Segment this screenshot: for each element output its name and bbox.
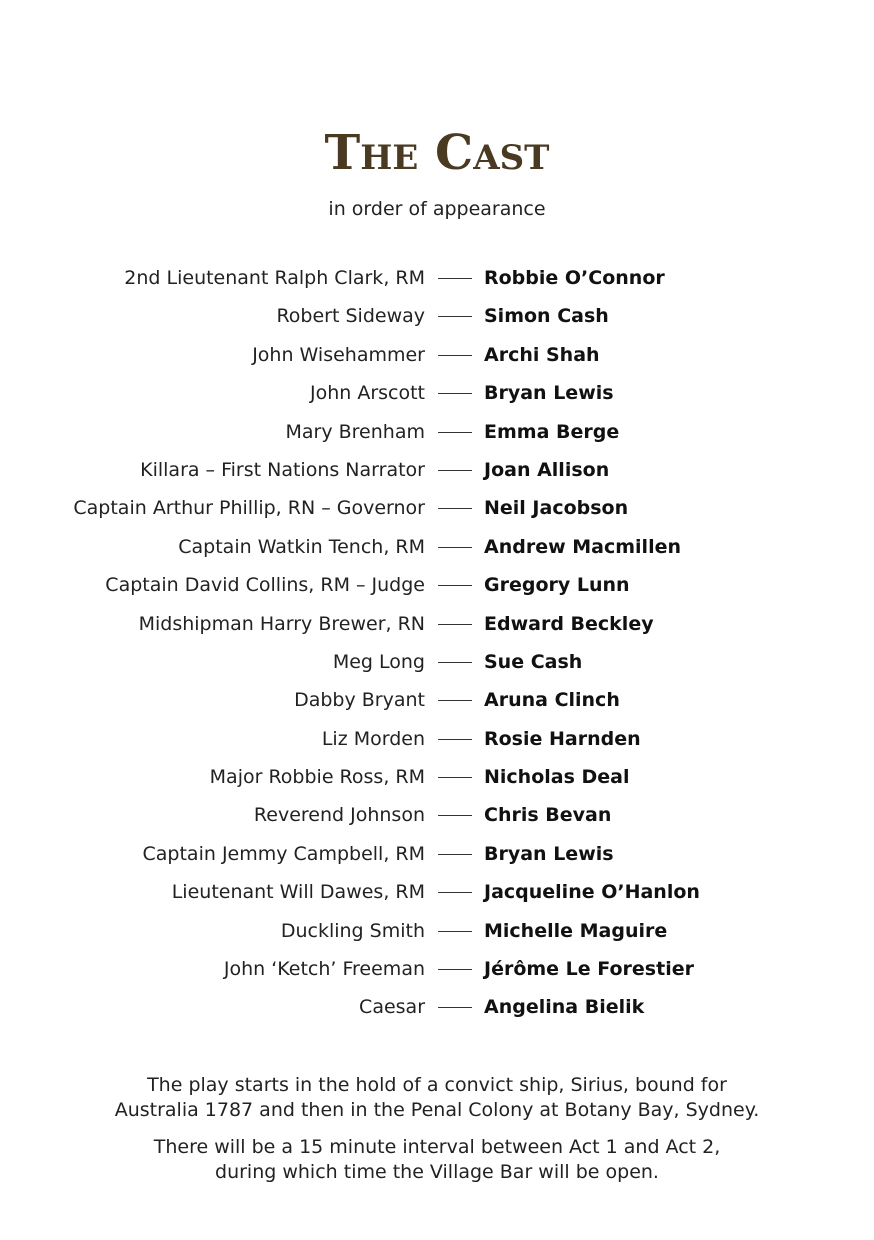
dash-separator: [438, 470, 472, 471]
cast-role: Caesar: [359, 996, 425, 1019]
cast-actor: Jérôme Le Forestier: [484, 958, 694, 981]
cast-role: Captain Watkin Tench, RM: [178, 535, 425, 558]
cast-actor: Robbie O’Connor: [484, 267, 665, 289]
page-subtitle: in order of appearance: [328, 198, 546, 220]
interval-line-1: There will be a 15 minute interval between Act 1 and Act 2,: [153, 1136, 721, 1158]
cast-role: Lieutenant Will Dawes, RM: [171, 881, 425, 904]
cast-role: John ‘Ketch’ Freeman: [223, 958, 425, 981]
setting-line-1: The play starts in the hold of a convict ship, Sirius, bound for: [147, 1074, 727, 1096]
page-title: The Cast: [324, 125, 550, 181]
cast-actor: Simon Cash: [484, 305, 609, 328]
cast-actor: Bryan Lewis: [484, 382, 614, 405]
interval-line-2: during which time the Village Bar will be open.: [215, 1161, 659, 1183]
cast-row: [0, 800, 874, 838]
cast-row: [0, 378, 874, 416]
dash-separator: [438, 508, 472, 509]
dash-separator: [438, 969, 472, 970]
setting-note: [0, 1073, 874, 1123]
dash-separator: [438, 892, 472, 893]
cast-actor: Aruna Clinch: [484, 689, 620, 712]
cast-row: [0, 532, 874, 570]
cast-actor: Andrew Macmillen: [484, 535, 681, 558]
cast-row: [0, 647, 874, 685]
dash-separator: [438, 393, 472, 394]
notes: [0, 1073, 874, 1197]
cast-role: Major Robbie Ross, RM: [209, 766, 425, 789]
cast-actor: Edward Beckley: [484, 612, 654, 635]
cast-actor: Rosie Harnden: [484, 727, 641, 750]
cast-row: [0, 455, 874, 493]
cast-actor: Archi Shah: [484, 343, 600, 366]
cast-role: Liz Morden: [321, 727, 425, 750]
cast-role: Midshipman Harry Brewer, RN: [138, 612, 425, 635]
dash-separator: [438, 1007, 472, 1008]
cast-role: John Wisehammer: [252, 343, 425, 366]
dash-separator: [438, 316, 472, 317]
dash-separator: [438, 777, 472, 778]
cast-actor: Nicholas Deal: [484, 766, 630, 789]
dash-separator: [438, 700, 472, 701]
cast-row: [0, 992, 874, 1030]
cast-row: [0, 570, 874, 608]
setting-line-2: Australia 1787 and then in the Penal Colony at Botany Bay, Sydney.: [114, 1099, 760, 1121]
dash-separator: [438, 355, 472, 356]
cast-row: [0, 417, 874, 455]
cast-role: Captain David Collins, RM – Judge: [105, 574, 425, 597]
cast-row: [0, 954, 874, 992]
cast-actor: Emma Berge: [484, 420, 620, 443]
cast-list: [0, 263, 874, 1031]
dash-separator: [438, 931, 472, 932]
cast-role: Mary Brenham: [285, 420, 425, 443]
dash-separator: [438, 547, 472, 548]
cast-actor: Gregory Lunn: [484, 574, 630, 597]
dash-separator: [438, 432, 472, 433]
cast-role: Reverend Johnson: [253, 804, 425, 827]
cast-row: [0, 839, 874, 877]
cast-row: [0, 493, 874, 531]
cast-actor: Angelina Bielik: [484, 996, 645, 1019]
cast-row: [0, 609, 874, 647]
cast-actor: Michelle Maguire: [484, 919, 668, 942]
cast-row: [0, 877, 874, 915]
dash-separator: [438, 662, 472, 663]
cast-role: Captain Jemmy Campbell, RM: [142, 842, 425, 865]
cast-role: Robert Sideway: [276, 305, 425, 328]
interval-note: [0, 1135, 874, 1185]
cast-role: Duckling Smith: [280, 919, 425, 942]
cast-actor: Sue Cash: [484, 650, 583, 673]
dash-separator: [438, 585, 472, 586]
dash-separator: [438, 624, 472, 625]
dash-separator: [438, 815, 472, 816]
cast-row: [0, 762, 874, 800]
cast-role: Killara – First Nations Narrator: [140, 458, 425, 481]
cast-role: Dabby Bryant: [294, 689, 425, 712]
cast-actor: Bryan Lewis: [484, 842, 614, 865]
cast-role: Captain Arthur Phillip, RN – Governor: [73, 497, 425, 520]
cast-role: John Arscott: [309, 382, 425, 405]
cast-actor: Jacqueline O’Hanlon: [484, 881, 700, 904]
cast-row: [0, 916, 874, 954]
dash-separator: [438, 739, 472, 740]
cast-actor: Joan Allison: [484, 458, 610, 481]
cast-row: [0, 263, 874, 301]
dash-separator: [438, 278, 472, 279]
cast-row: [0, 724, 874, 762]
cast-row: [0, 685, 874, 723]
dash-separator: [438, 854, 472, 855]
cast-role: 2nd Lieutenant Ralph Clark, RM: [124, 267, 425, 289]
cast-actor: Neil Jacobson: [484, 497, 629, 520]
cast-row: [0, 340, 874, 378]
cast-row: [0, 301, 874, 339]
cast-role: Meg Long: [332, 650, 425, 673]
cast-actor: Chris Bevan: [484, 804, 612, 827]
